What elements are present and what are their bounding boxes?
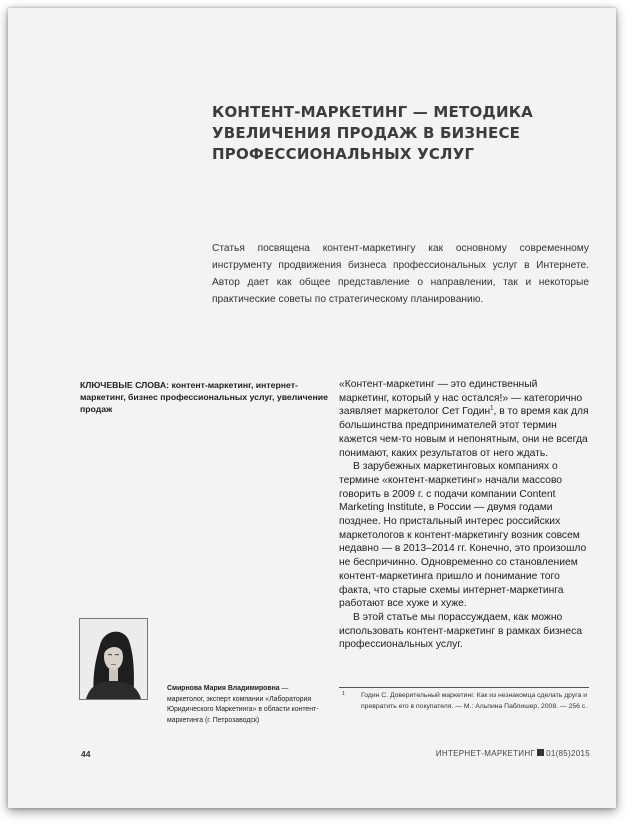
footnote-text: Годин С. Доверительный маркетинг. Как из незнакомца сделать друга и превратить его в покупателя. — М.: Альпина Паблишер, 2008. — 256 с.	[361, 692, 588, 710]
footnote-reference: 1	[490, 405, 494, 412]
article-title	[212, 102, 552, 165]
title-line-2: УВЕЛИЧЕНИЯ ПРОДАЖ В БИЗНЕСЕ	[212, 124, 521, 142]
journal-name: ИНТЕРНЕТ-МАРКЕТИНГ	[435, 749, 536, 758]
journal-footer	[436, 749, 590, 758]
page-number: 44	[81, 749, 91, 759]
journal-issue: 01(85)2015	[546, 749, 590, 758]
author-photo	[79, 618, 148, 700]
author-info	[167, 684, 323, 726]
body-paragraph-1-end: , в то время как для большинства предпринимателей этот термин кажется чем-то новым и непонятным, они не всегда понимают, каких результатов от него ждать.	[339, 406, 589, 459]
author-portrait-image	[80, 619, 147, 699]
square-divider-icon	[537, 749, 544, 756]
body-paragraph-1	[339, 378, 590, 460]
footnote-number: 1	[342, 691, 346, 697]
footnote	[339, 691, 590, 712]
keywords-block	[80, 379, 330, 415]
author-name: Смирнова Мария Владимировна	[167, 685, 280, 692]
article-abstract: Статья посвящена контент-маркетингу как основному современному инструменту продвижения бизнеса профессиональных услуг в Интернете. Автор дает как общее представление о направлении, так и некоторые практические советы по стратегическому планированию.	[212, 243, 589, 305]
keywords-list: контент-маркетинг, интернет-маркетинг, бизнес профессиональных услуг, увеличение продаж	[80, 380, 328, 414]
footnote-divider	[339, 687, 589, 688]
journal-page	[8, 8, 616, 808]
body-paragraph-3: В этой статье мы порассуждаем, как можно использовать контент-маркетинг в рамках бизнеса профессиональных услуг.	[339, 611, 582, 651]
body-paragraph-2: В зарубежных маркетинговых компаниях о термине «контент-маркетинг» начали массово говорить в 2009 г. с подачи компании Content Marketing Institute, в России — двумя годами позднее. Но пристальный интерес российских маркетологов к контент-маркетингу возник совсем недавно — в 2013–2014 гг. Конечно, это произошло не беспричинно. Одновременно со становлением контент-маркетинга пришло и понимание того факта, что старые схемы интернет-маркетинга работают все хуже и хуже.	[339, 461, 587, 610]
article-body	[339, 378, 590, 652]
author-description: — маркетолог, эксперт компании «Лаборатория Юридического Маркетинга» в области контент-маркетинга (г. Петрозаводск)	[167, 685, 319, 724]
keywords-label: КЛЮЧЕВЫЕ СЛОВА:	[80, 380, 170, 390]
body-paragraph-1-start: «Контент-маркетинг — это единственный маркетинг, который у нас остался!» — категорично заявляет маркетолог Сет Годин	[339, 379, 583, 418]
title-line-1: КОНТЕНТ-МАРКЕТИНГ — МЕТОДИКА	[212, 103, 533, 121]
title-line-3: ПРОФЕССИОНАЛЬНЫХ УСЛУГ	[212, 145, 475, 163]
